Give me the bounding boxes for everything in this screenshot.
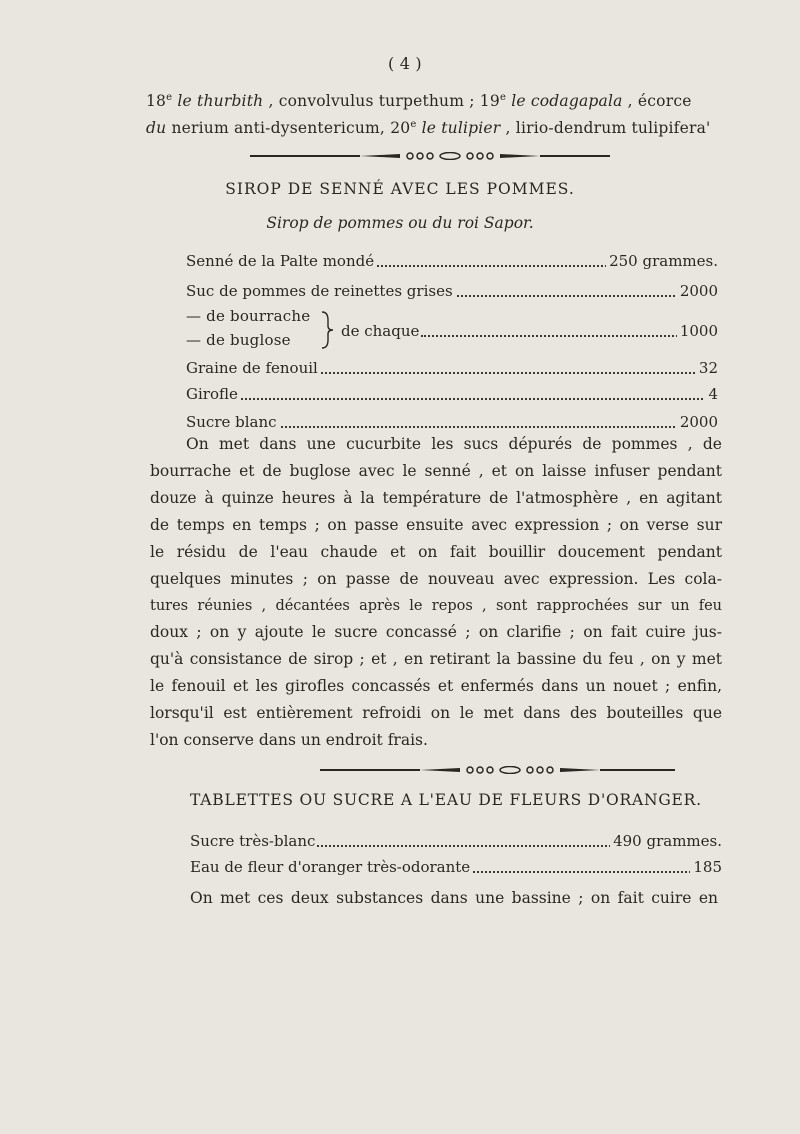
ingredient-quantity: 32 [696, 357, 718, 379]
dot-leader [186, 398, 718, 400]
intro-text-fragment: , convolvulus turpethum ; 19 [263, 92, 500, 111]
intro-text-fragment: e [166, 92, 173, 103]
group-item-buglose: — de buglose [186, 331, 291, 349]
section-subtitle-sirop: Sirop de pommes ou du roi Sapor. [266, 214, 534, 232]
ingredient-name: Sucre blanc [186, 413, 277, 431]
paragraph-line: bourrache et de buglose avec le senné , et on laisse infuser pendant [150, 462, 722, 480]
intro-text-fragment: le tulipier [416, 119, 501, 138]
paragraph-line: lorsqu'il est entièrement refroidi on le met dans des bouteilles que [150, 704, 722, 722]
ingredient-row [190, 830, 722, 852]
ingredient-row [190, 856, 722, 878]
intro-text-fragment: e [410, 119, 417, 130]
ingredient-name: Suc de pommes de reinettes grises [186, 282, 453, 300]
ingredient-row [186, 383, 718, 405]
section-title-tablettes: TABLETTES OU SUCRE A L'EAU DE FLEURS D'ORANGER. [190, 791, 702, 809]
intro-text-fragment: du [146, 119, 167, 138]
group-label: de chaque [341, 322, 420, 340]
intro-text-fragment: , lirio-dendrum tulipifera' [500, 119, 711, 138]
ornament-divider-2 [320, 766, 675, 774]
paragraph-line: le fenouil et les girofles concassés et enfermés dans un nouet ; enfin, [150, 677, 722, 695]
intro-line-1 [146, 88, 692, 111]
paragraph-line: qu'à consistance de sirop ; et , en retirant la bassine du feu , on y met [150, 650, 722, 668]
ingredient-quantity: 250 grammes. [606, 250, 718, 272]
ingredient-name: Sucre très-blanc [190, 832, 316, 850]
paragraph-line: quelques minutes ; on passe de nouveau avec expression. Les cola- [150, 570, 722, 588]
ingredient-row [186, 280, 718, 302]
group-item-bourrache: — de bourrache [186, 307, 311, 325]
ingredient-quantity: 2000 [677, 280, 718, 302]
paragraph-tablettes-start: On met ces deux substances dans une bassine ; on fait cuire en [190, 889, 718, 907]
dot-leader [421, 335, 718, 337]
paragraph-line: de temps en temps ; on passe ensuite avec expression ; on verse sur [150, 516, 722, 534]
ingredient-row [186, 250, 718, 272]
intro-text-fragment: 18 [146, 92, 167, 111]
intro-text-fragment: le codagapala [506, 92, 623, 111]
page-number: ( 4 ) [388, 54, 422, 73]
paragraph-line: tures réunies , décantées après le repos , sont rapprochées sur un feu [150, 598, 722, 614]
ingredient-name: Girofle [186, 385, 238, 403]
group-quantity-row [341, 320, 718, 342]
paragraph-line: On met dans une cucurbite les sucs dépurés de pommes , de [186, 435, 722, 453]
intro-text-fragment: le thurbith [172, 92, 264, 111]
ingredient-quantity: 2000 [677, 411, 718, 433]
section-title-sirop: SIROP DE SENNÉ AVEC LES POMMES. [225, 180, 575, 198]
ingredient-quantity: 490 grammes. [610, 830, 722, 852]
intro-text-fragment: e [499, 92, 507, 103]
ingredient-name: Graine de fenouil [186, 359, 318, 377]
intro-line-2 [146, 115, 711, 138]
intro-text-fragment: nerium anti-dysentericum, 20 [166, 119, 411, 138]
ingredient-quantity: 185 [690, 856, 722, 878]
ingredient-name: Senné de la Palte mondé [186, 252, 375, 270]
ingredient-quantity: 4 [705, 383, 718, 405]
ornament-divider-1 [250, 152, 610, 160]
paragraph-line: l'on conserve dans un endroit frais. [150, 731, 428, 749]
intro-text-fragment: , écorce [622, 92, 692, 111]
ingredient-row [186, 411, 718, 433]
ingredient-name: Eau de fleur d'oranger très-odorante [190, 858, 471, 876]
paragraph-line: doux ; on y ajoute le sucre concassé ; on clarifie ; on fait cuire jus- [150, 623, 722, 641]
ingredient-row [186, 357, 718, 379]
paragraph-line: le résidu de l'eau chaude et on fait bouillir doucement pendant [150, 543, 722, 561]
group-quantity: 1000 [677, 320, 718, 342]
paragraph-line: douze à quinze heures à la température de l'atmosphère , en agitant [150, 489, 722, 507]
brace-icon [320, 310, 334, 350]
